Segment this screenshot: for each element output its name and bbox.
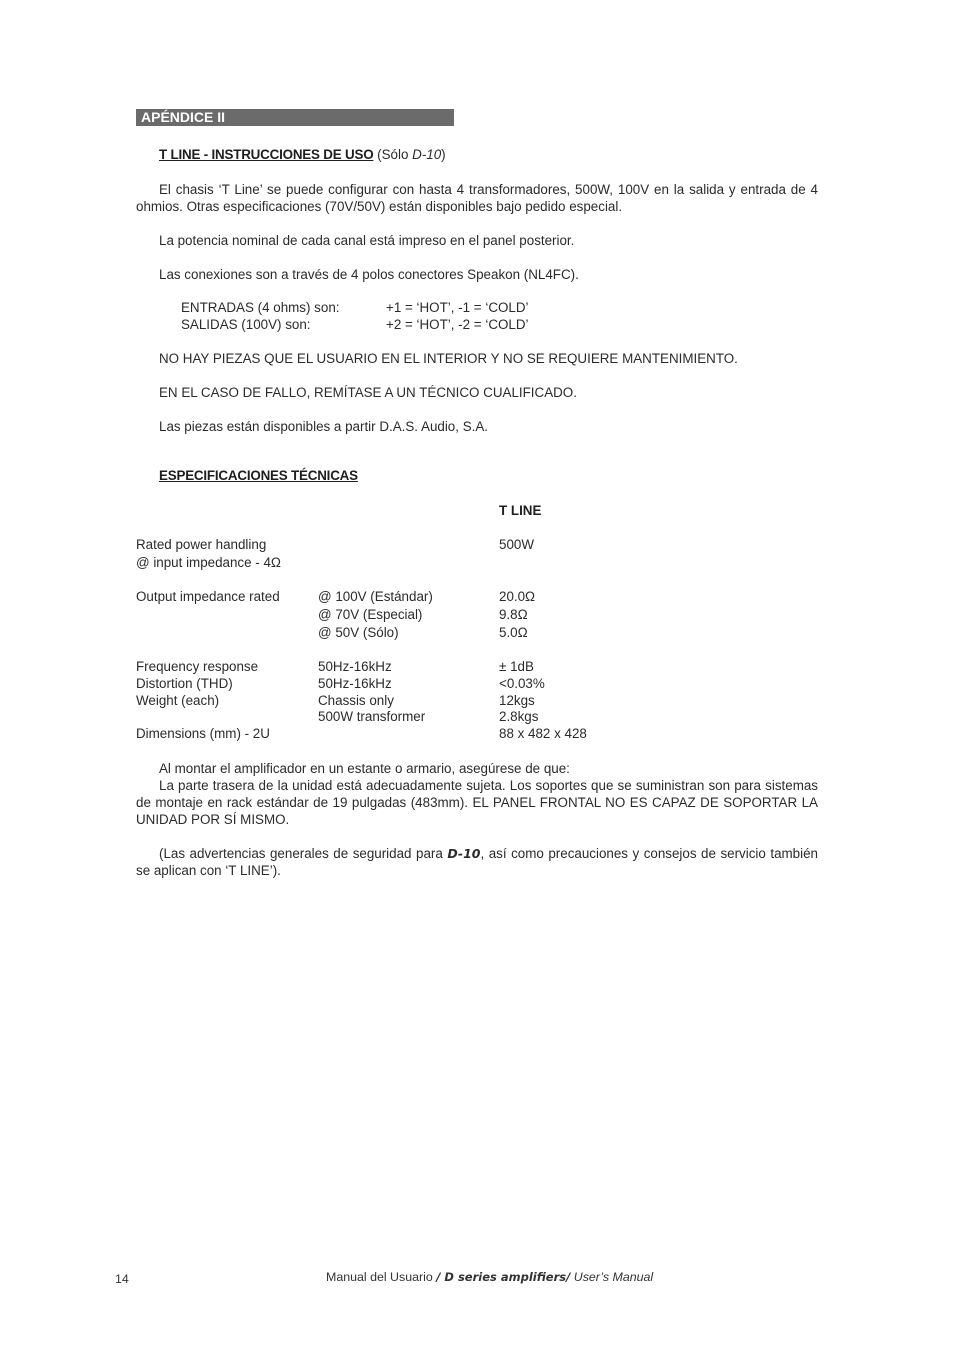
- connection-value-inputs: +1 = ‘HOT’, -1 = ‘COLD’: [386, 300, 529, 315]
- instructions-subtitle-prefix: (Sólo: [377, 147, 413, 162]
- spec-dimensions-value: 88 x 482 x 428: [499, 726, 587, 741]
- spec-output-impedance-cond-3: @ 50V (Sólo): [318, 625, 399, 640]
- connection-value-outputs: +2 = ‘HOT’, -2 = ‘COLD’: [386, 317, 529, 332]
- spec-output-impedance-label: Output impedance rated: [136, 589, 280, 604]
- spec-rated-power-sublabel: @ input impedance - 4Ω: [136, 555, 281, 570]
- paragraph-connections: Las conexiones son a través de 4 polos conectores Speakon (NL4FC).: [159, 267, 579, 282]
- spec-weight-label: Weight (each): [136, 693, 220, 708]
- spec-output-impedance-value-2: 9.8Ω: [499, 607, 528, 622]
- connection-label-inputs: ENTRADAS (4 ohms) son:: [181, 300, 340, 315]
- footer-middle: / D series amplifiers/: [436, 1270, 571, 1284]
- spec-output-impedance-cond-2: @ 70V (Especial): [318, 607, 423, 622]
- footer-left: Manual del Usuario: [326, 1270, 437, 1284]
- specs-column-header: T LINE: [499, 503, 542, 518]
- section-header: APÉNDICE II: [136, 109, 454, 126]
- page-number: 14: [115, 1272, 129, 1286]
- warning-suffix: , así como precauciones y consejos de servicio también se aplican con ‘T LINE’).: [136, 846, 818, 878]
- paragraph-no-parts: NO HAY PIEZAS QUE EL USUARIO EN EL INTERIOR Y NO SE REQUIERE MANTENIMIENTO.: [159, 351, 738, 366]
- spec-rated-power-value: 500W: [499, 537, 534, 552]
- spec-distortion-value: <0.03%: [499, 676, 545, 691]
- spec-frequency-cond: 50Hz-16kHz: [318, 659, 392, 674]
- spec-frequency-label: Frequency response: [136, 659, 259, 674]
- paragraph-mounting-intro: Al montar el amplificador en un estante o armario, asegúrese de que:: [159, 761, 570, 776]
- instructions-title: T LINE - INSTRUCCIONES DE USO: [159, 147, 374, 162]
- paragraph-mounting-detail: La parte trasera de la unidad está adecuadamente sujeta. Los soportes que se suministran son para sistemas de montaje en rack estándar de 19 pulgadas (483mm). EL PANEL FRONTAL NO ES CAPAZ DE SOPORTAR LA UNIDAD POR SÍ MISMO.: [136, 778, 818, 827]
- connection-label-outputs: SALIDAS (100V) son:: [181, 317, 311, 332]
- paragraph-fault: EN EL CASO DE FALLO, REMÍTASE A UN TÉCNICO CUALIFICADO.: [159, 385, 577, 400]
- warning-model: D-10: [447, 846, 481, 861]
- spec-transformer-value: 2.8kgs: [499, 709, 539, 724]
- footer-title: [326, 1270, 653, 1284]
- spec-output-impedance-value-3: 5.0Ω: [499, 625, 528, 640]
- paragraph-chassis: El chasis ‘T Line’ se puede configurar con hasta 4 transformadores, 500W, 100V en la salida y entrada de 4 ohmios. Otras especificaciones (70V/50V) están disponibles bajo pedido especial.: [136, 182, 818, 214]
- spec-distortion-label: Distortion (THD): [136, 676, 233, 691]
- spec-frequency-value: ± 1dB: [499, 659, 534, 674]
- spec-output-impedance-value-1: 20.0Ω: [499, 589, 536, 604]
- spec-weight-cond: Chassis only: [318, 693, 394, 708]
- spec-rated-power-label: Rated power handling: [136, 537, 267, 552]
- spec-transformer-cond: 500W transformer: [318, 709, 426, 724]
- spec-dimensions-label: Dimensions (mm) - 2U: [136, 726, 270, 741]
- spec-distortion-cond: 50Hz-16kHz: [318, 676, 392, 691]
- spec-weight-value: 12kgs: [499, 693, 535, 708]
- warning-prefix: (Las advertencias generales de seguridad para: [159, 846, 448, 861]
- instructions-heading: [159, 147, 446, 162]
- specs-title: ESPECIFICACIONES TÉCNICAS: [159, 468, 358, 483]
- instructions-subtitle-suffix: ): [441, 147, 446, 162]
- footer-right: User’s Manual: [570, 1270, 654, 1284]
- instructions-subtitle-model: D-10: [412, 147, 442, 162]
- paragraph-power: La potencia nominal de cada canal está impreso en el panel posterior.: [159, 233, 575, 248]
- spec-output-impedance-cond-1: @ 100V (Estándar): [318, 589, 433, 604]
- paragraph-parts: Las piezas están disponibles a partir D.A.S. Audio, S.A.: [159, 419, 488, 434]
- paragraph-safety-warning: [136, 845, 818, 879]
